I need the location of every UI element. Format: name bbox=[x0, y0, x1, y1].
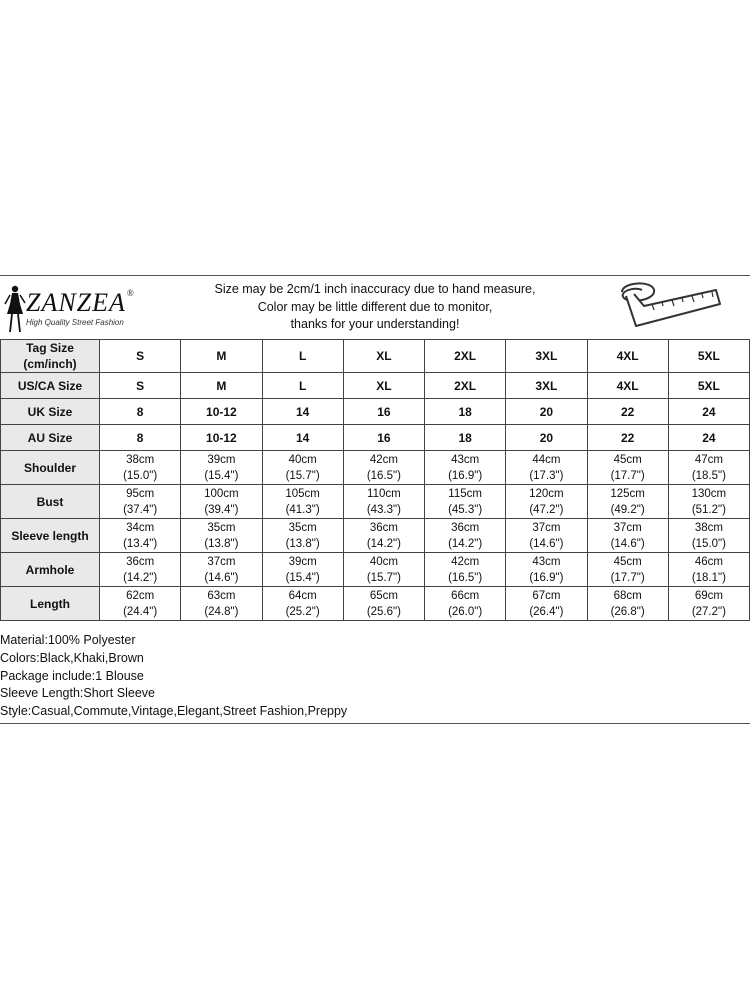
value-inch: (25.6") bbox=[366, 605, 401, 618]
measurement-cell bbox=[668, 519, 749, 553]
value-cm: 45cm bbox=[613, 555, 642, 568]
brand-name-text: ZANZEA bbox=[26, 288, 126, 317]
size-cell: M bbox=[181, 373, 262, 399]
size-cell: S bbox=[100, 373, 181, 399]
size-row bbox=[1, 340, 750, 373]
registered-mark: ® bbox=[126, 288, 135, 298]
value-inch: (47.2") bbox=[529, 503, 564, 516]
value-cm: 38cm bbox=[126, 453, 155, 466]
brand-logo bbox=[4, 284, 144, 334]
value-inch: (15.7") bbox=[366, 571, 401, 584]
size-cell: 10-12 bbox=[181, 425, 262, 451]
measurement-cell bbox=[343, 553, 424, 587]
value-inch: (18.5") bbox=[691, 469, 726, 482]
value-inch: (51.2") bbox=[691, 503, 726, 516]
measurement-cell bbox=[100, 587, 181, 621]
value-inch: (16.9") bbox=[529, 571, 564, 584]
value-cm: 65cm bbox=[369, 589, 398, 602]
value-inch: (41.3") bbox=[285, 503, 320, 516]
note-line: Size may be 2cm/1 inch inaccuracy due to hand measure, bbox=[214, 282, 536, 296]
size-row bbox=[1, 425, 750, 451]
value-inch: (16.9") bbox=[448, 469, 483, 482]
measurement-cell bbox=[181, 553, 262, 587]
size-cell: XL bbox=[343, 340, 424, 373]
value-inch: (14.6") bbox=[204, 571, 239, 584]
measurement-cell bbox=[506, 553, 587, 587]
value-cm: 46cm bbox=[694, 555, 723, 568]
size-cell: M bbox=[181, 340, 262, 373]
value-cm: 39cm bbox=[288, 555, 317, 568]
value-inch: (24.8") bbox=[204, 605, 239, 618]
value-cm: 120cm bbox=[529, 487, 564, 500]
value-inch: (26.8") bbox=[610, 605, 645, 618]
measurement-cell bbox=[343, 587, 424, 621]
measurement-cell bbox=[100, 519, 181, 553]
value-cm: 34cm bbox=[126, 521, 155, 534]
measurement-cell bbox=[425, 553, 506, 587]
measurement-row bbox=[1, 519, 750, 553]
value-inch: (17.7") bbox=[610, 469, 645, 482]
note-line: Color may be little different due to monitor, bbox=[257, 299, 493, 314]
size-cell: 20 bbox=[506, 399, 587, 425]
brand-name bbox=[26, 288, 135, 318]
measurement-cell bbox=[668, 451, 749, 485]
value-inch: (16.5") bbox=[366, 469, 401, 482]
size-cell: 4XL bbox=[587, 340, 668, 373]
size-cell: 2XL bbox=[425, 340, 506, 373]
value-cm: 95cm bbox=[126, 487, 155, 500]
measurement-note bbox=[190, 281, 560, 334]
value-cm: 105cm bbox=[285, 487, 320, 500]
measurement-cell bbox=[506, 519, 587, 553]
measurement-cell bbox=[506, 587, 587, 621]
woman-silhouette-icon bbox=[4, 284, 26, 334]
measurement-cell bbox=[181, 587, 262, 621]
size-cell: 4XL bbox=[587, 373, 668, 399]
measurement-cell bbox=[668, 485, 749, 519]
value-inch: (17.7") bbox=[610, 571, 645, 584]
product-info bbox=[0, 632, 347, 721]
value-inch: (26.0") bbox=[448, 605, 483, 618]
size-cell: 18 bbox=[425, 399, 506, 425]
value-inch: (14.2") bbox=[123, 571, 158, 584]
value-inch: (13.4") bbox=[123, 537, 158, 550]
value-cm: 63cm bbox=[207, 589, 236, 602]
value-inch: (25.2") bbox=[285, 605, 320, 618]
size-cell: 8 bbox=[100, 425, 181, 451]
bottom-divider bbox=[0, 723, 750, 724]
value-cm: 36cm bbox=[126, 555, 155, 568]
row-header: Bust bbox=[1, 485, 100, 519]
measurement-cell bbox=[425, 587, 506, 621]
row-header: Length bbox=[1, 587, 100, 621]
size-cell: XL bbox=[343, 373, 424, 399]
value-inch: (14.6") bbox=[610, 537, 645, 550]
value-cm: 38cm bbox=[694, 521, 723, 534]
value-cm: 67cm bbox=[532, 589, 561, 602]
info-material: Material:100% Polyester bbox=[0, 633, 136, 647]
value-inch: (24.4") bbox=[123, 605, 158, 618]
size-cell: 14 bbox=[262, 399, 343, 425]
measurement-cell bbox=[262, 587, 343, 621]
measurement-row bbox=[1, 587, 750, 621]
value-inch: (14.2") bbox=[448, 537, 483, 550]
brand-tagline: High Quality Street Fashion bbox=[26, 318, 124, 327]
measurement-row bbox=[1, 553, 750, 587]
value-inch: (14.2") bbox=[366, 537, 401, 550]
size-cell: S bbox=[100, 340, 181, 373]
measurement-cell bbox=[587, 451, 668, 485]
value-cm: 35cm bbox=[207, 521, 236, 534]
measurement-cell bbox=[100, 451, 181, 485]
value-cm: 37cm bbox=[207, 555, 236, 568]
size-cell: 3XL bbox=[506, 340, 587, 373]
size-cell: 2XL bbox=[425, 373, 506, 399]
size-cell: 18 bbox=[425, 425, 506, 451]
row-header: Armhole bbox=[1, 553, 100, 587]
size-cell: 5XL bbox=[668, 373, 749, 399]
measurement-cell bbox=[181, 519, 262, 553]
info-package: Package include:1 Blouse bbox=[0, 668, 144, 683]
measurement-cell bbox=[181, 451, 262, 485]
measurement-cell bbox=[587, 587, 668, 621]
value-cm: 36cm bbox=[369, 521, 398, 534]
value-cm: 47cm bbox=[694, 453, 723, 466]
size-cell: 5XL bbox=[668, 340, 749, 373]
value-inch: (15.0") bbox=[123, 469, 158, 482]
measurement-row bbox=[1, 451, 750, 485]
measurement-cell bbox=[262, 451, 343, 485]
size-cell: 24 bbox=[668, 399, 749, 425]
value-cm: 43cm bbox=[451, 453, 480, 466]
row-header: UK Size bbox=[1, 399, 100, 425]
value-cm: 42cm bbox=[369, 453, 398, 466]
measurement-cell bbox=[425, 485, 506, 519]
measurement-row bbox=[1, 485, 750, 519]
value-cm: 64cm bbox=[288, 589, 317, 602]
value-cm: 100cm bbox=[204, 487, 239, 500]
measurement-cell bbox=[100, 485, 181, 519]
size-cell: 3XL bbox=[506, 373, 587, 399]
value-cm: 62cm bbox=[126, 589, 155, 602]
value-inch: (43.3") bbox=[366, 503, 401, 516]
row-header: Tag Size (cm/inch) bbox=[1, 340, 100, 373]
value-inch: (27.2") bbox=[691, 605, 726, 618]
measurement-cell bbox=[668, 587, 749, 621]
value-inch: (13.8") bbox=[204, 537, 239, 550]
measurement-cell bbox=[587, 485, 668, 519]
size-cell: 8 bbox=[100, 399, 181, 425]
value-cm: 125cm bbox=[610, 487, 645, 500]
value-inch: (15.4") bbox=[204, 469, 239, 482]
row-header: AU Size bbox=[1, 425, 100, 451]
value-cm: 45cm bbox=[613, 453, 642, 466]
size-cell: 22 bbox=[587, 399, 668, 425]
row-header: Sleeve length bbox=[1, 519, 100, 553]
measurement-cell bbox=[506, 485, 587, 519]
value-inch: (15.4") bbox=[285, 571, 320, 584]
value-inch: (13.8") bbox=[285, 537, 320, 550]
value-cm: 130cm bbox=[691, 487, 727, 500]
measurement-cell bbox=[262, 553, 343, 587]
size-cell: 22 bbox=[587, 425, 668, 451]
info-sleeve-length: Sleeve Length:Short Sleeve bbox=[0, 686, 155, 701]
size-cell: 16 bbox=[343, 425, 424, 451]
value-inch: (17.3") bbox=[529, 469, 564, 482]
size-cell: 16 bbox=[343, 399, 424, 425]
value-cm: 110cm bbox=[367, 487, 401, 500]
measurement-cell bbox=[262, 519, 343, 553]
value-cm: 39cm bbox=[207, 453, 236, 466]
size-chart-header bbox=[0, 276, 750, 338]
size-cell: L bbox=[262, 340, 343, 373]
size-row bbox=[1, 373, 750, 399]
info-colors: Colors:Black,Khaki,Brown bbox=[0, 650, 144, 665]
measurement-cell bbox=[343, 485, 424, 519]
measurement-cell bbox=[425, 519, 506, 553]
size-cell: 20 bbox=[506, 425, 587, 451]
measurement-cell bbox=[425, 451, 506, 485]
value-inch: (45.3") bbox=[448, 503, 483, 516]
size-cell: 24 bbox=[668, 425, 749, 451]
value-inch: (49.2") bbox=[610, 503, 645, 516]
value-cm: 115cm bbox=[448, 487, 482, 500]
info-style: Style:Casual,Commute,Vintage,Elegant,Street Fashion,Preppy bbox=[0, 704, 348, 719]
note-line: thanks for your understanding! bbox=[290, 317, 460, 331]
value-inch: (26.4") bbox=[529, 605, 564, 618]
value-cm: 36cm bbox=[451, 521, 480, 534]
measurement-cell bbox=[262, 485, 343, 519]
value-cm: 37cm bbox=[613, 521, 642, 534]
measuring-tape-icon bbox=[612, 278, 732, 336]
size-cell: L bbox=[262, 373, 343, 399]
measurement-cell bbox=[343, 519, 424, 553]
measurement-cell bbox=[181, 485, 262, 519]
row-header: US/CA Size bbox=[1, 373, 100, 399]
size-cell: 10-12 bbox=[181, 399, 262, 425]
value-cm: 42cm bbox=[451, 555, 480, 568]
size-row bbox=[1, 399, 750, 425]
value-cm: 68cm bbox=[613, 589, 642, 602]
value-cm: 35cm bbox=[288, 521, 317, 534]
value-cm: 66cm bbox=[451, 589, 480, 602]
size-chart-table bbox=[0, 339, 750, 621]
measurement-cell bbox=[100, 553, 181, 587]
value-inch: (15.0") bbox=[691, 537, 726, 550]
value-cm: 44cm bbox=[532, 453, 561, 466]
value-inch: (37.4") bbox=[123, 503, 158, 516]
value-inch: (14.6") bbox=[529, 537, 564, 550]
value-inch: (16.5") bbox=[448, 571, 483, 584]
value-cm: 37cm bbox=[532, 521, 561, 534]
size-cell: 14 bbox=[262, 425, 343, 451]
value-cm: 43cm bbox=[532, 555, 561, 568]
value-cm: 69cm bbox=[694, 589, 723, 602]
measurement-cell bbox=[587, 553, 668, 587]
row-header: Shoulder bbox=[1, 451, 100, 485]
measurement-cell bbox=[506, 451, 587, 485]
measurement-cell bbox=[343, 451, 424, 485]
value-cm: 40cm bbox=[288, 453, 317, 466]
value-inch: (39.4") bbox=[204, 503, 239, 516]
value-inch: (18.1") bbox=[691, 571, 726, 584]
measurement-cell bbox=[668, 553, 749, 587]
value-inch: (15.7") bbox=[285, 469, 320, 482]
measurement-cell bbox=[587, 519, 668, 553]
value-cm: 40cm bbox=[369, 555, 398, 568]
